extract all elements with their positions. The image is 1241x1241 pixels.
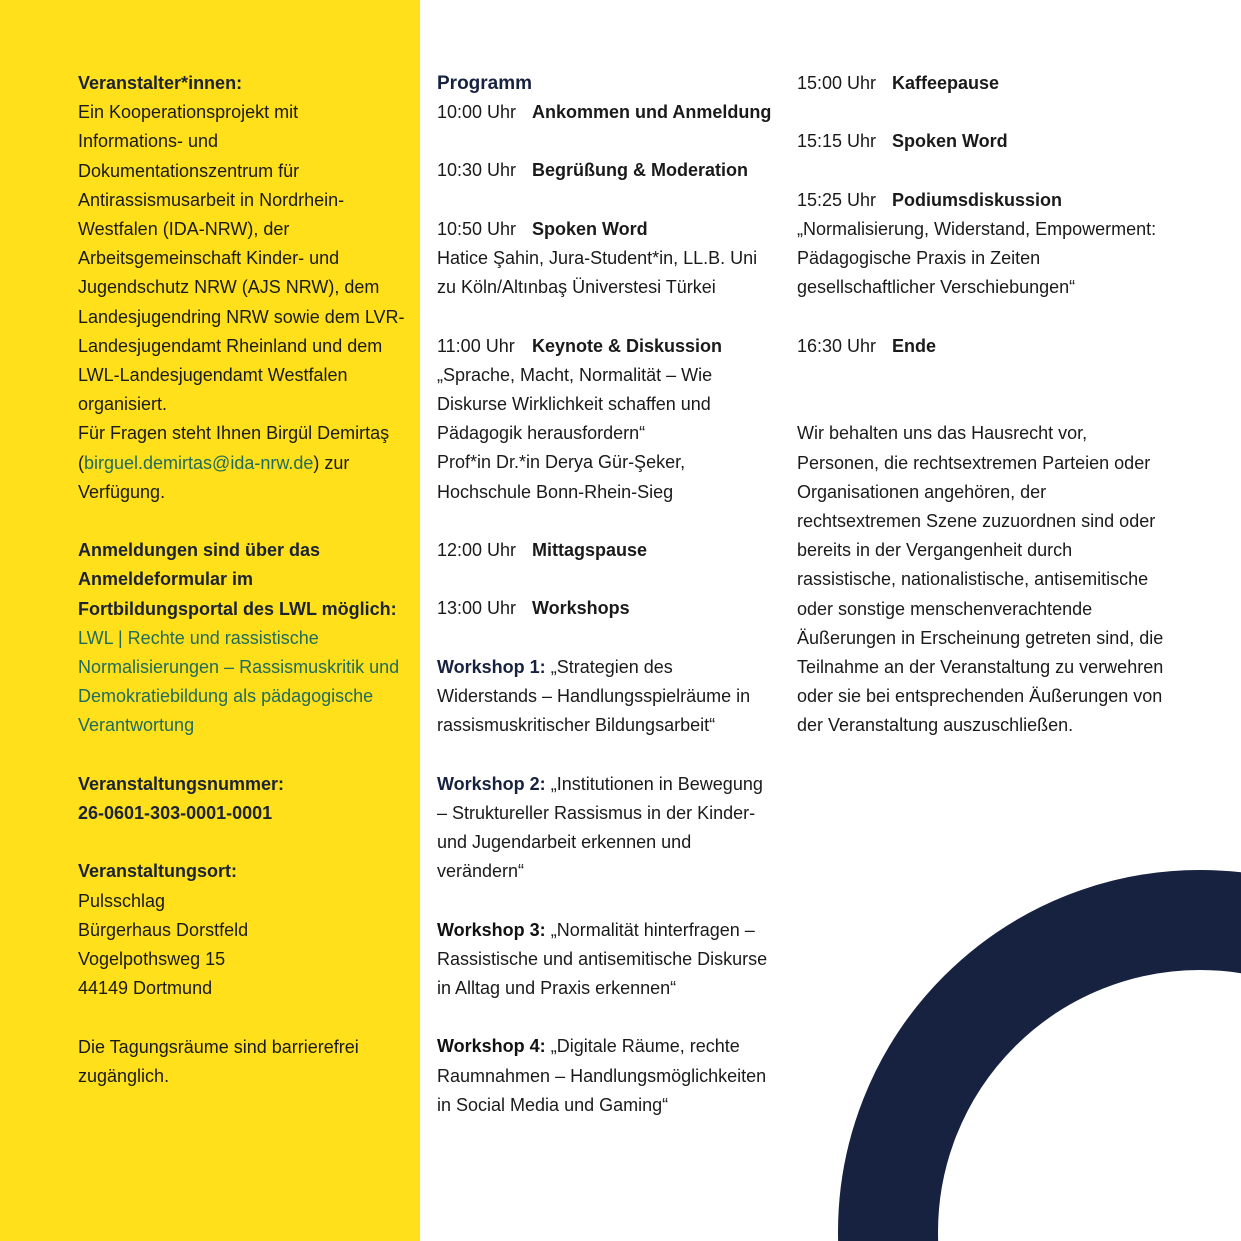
program-heading: Programm	[437, 73, 533, 94]
event-number-heading: Veranstaltungsnummer:	[78, 773, 285, 794]
program-time: 13:00 Uhr	[437, 598, 517, 619]
workshop-item	[437, 916, 772, 1004]
program-details: „Sprache, Macht, Normalität – Wie Diskurse Wirklichkeit schaffen und Pädagogik herausfordern“	[437, 364, 713, 444]
workshop-item	[437, 653, 772, 741]
program-time: 12:00 Uhr	[437, 539, 517, 560]
contact-pre: Für Fragen steht Ihnen Birgül Demirtaş (	[78, 423, 390, 473]
program-time: 16:30 Uhr	[797, 335, 877, 356]
program-time: 15:15 Uhr	[797, 131, 877, 152]
info-column	[78, 69, 408, 1091]
program-title: Ankommen und Anmeldung	[532, 102, 772, 122]
program-title: Ende	[892, 335, 937, 356]
program-title: Keynote & Diskussion	[532, 335, 723, 356]
program-time: 10:50 Uhr	[437, 218, 517, 239]
event-number: 26-0601-303-0001-0001	[78, 803, 273, 824]
venue-line: 44149 Dortmund	[78, 978, 213, 999]
workshop-label: Workshop 3:	[437, 919, 546, 940]
house-rules-text: Wir behalten uns das Hausrecht vor, Personen, die rechtsextremen Parteien oder Organisationen angehören, der rechtsextremen Szene zuzuordnen sind oder bereits in der Vergangenheit durch rassistische, nationalistische, antisemitische oder sonstige menschenverachtende Äußerungen in Erscheinung getreten sind, die Teilnahme an der Veranstaltung zu verwehren oder sie bei entsprechenden Äußerungen von der Veranstaltung auszuschließen.	[797, 423, 1164, 736]
workshop-item	[437, 1032, 772, 1120]
program-details: Hatice Şahin, Jura-Student*in, LL.B. Uni zu Köln/Altınbaş Üniverstesi Türkei	[437, 247, 758, 298]
program-speaker: Prof*in Dr.*in Derya Gür-Şeker, Hochschule Bonn-Rhein-Sieg	[437, 452, 686, 502]
program-item	[437, 98, 772, 127]
workshop-text: „Digitale Räume, rechte Raumnahmen – Handlungsmöglichkeiten in Social Media und Gaming“	[437, 1036, 767, 1115]
afternoon-column	[797, 69, 1167, 741]
program-item	[437, 332, 772, 361]
arc-shape	[888, 920, 1241, 1241]
registration-heading: Anmeldungen sind über das Anmeldeformular im Fortbildungsportal des LWL möglich:	[78, 540, 397, 619]
organizers-text: Ein Kooperationsprojekt mit Informations- und Dokumentationszentrum für Antirassismusarbeit in Nordrhein-Westfalen (IDA-NRW), der Arbeitsgemeinschaft Kinder- und Jugendschutz NRW (AJS NRW), dem Landesjugendring NRW sowie dem LVR-Landesjugendamt Rheinland und dem LWL-Landesjugendamt Westfalen organisiert.	[78, 102, 405, 415]
venue-line: Vogelpothsweg 15	[78, 949, 226, 970]
program-item	[437, 536, 772, 565]
contact-post: ) zur Verfügung.	[78, 452, 350, 502]
program-title: Workshops	[532, 598, 630, 619]
program-column	[437, 69, 772, 1120]
workshop-label: Workshop 1:	[437, 656, 546, 677]
workshop-text: „Normalität hinterfragen – Rassistische und antisemitische Diskurse in Alltag und Praxis erkennen“	[437, 919, 768, 998]
program-item	[437, 594, 772, 623]
venue-heading: Veranstaltungsort:	[78, 861, 238, 882]
program-title: Kaffeepause	[892, 73, 1000, 93]
accessibility-note: Die Tagungsräume sind barrierefrei zugänglich.	[78, 1036, 359, 1086]
program-item	[437, 156, 772, 185]
workshop-text: „Strategien des Widerstands – Handlungsspielräume in rassismuskritischer Bildungsarbeit“	[437, 656, 751, 736]
contact-text	[78, 419, 408, 507]
program-time: 10:00 Uhr	[437, 102, 517, 122]
registration-link[interactable]: LWL | Rechte und rassistische Normalisierungen – Rassismuskritik und Demokratiebildung als pädagogische Verantwortung	[78, 627, 400, 736]
workshop-label: Workshop 2:	[437, 773, 546, 794]
organizers-heading: Veranstalter*innen:	[78, 73, 243, 93]
program-title: Spoken Word	[532, 218, 648, 239]
program-title: Podiumsdiskussion	[892, 189, 1063, 210]
workshop-label: Workshop 4:	[437, 1036, 546, 1057]
program-item	[437, 215, 772, 244]
program-item	[797, 332, 1167, 361]
program-item	[797, 127, 1167, 156]
workshop-item	[437, 770, 772, 887]
venue-line: Bürgerhaus Dorstfeld	[78, 919, 249, 940]
program-item	[797, 186, 1167, 215]
program-time: 15:25 Uhr	[797, 189, 877, 210]
program-details: „Normalisierung, Widerstand, Empowerment: Pädagogische Praxis in Zeiten gesellschaftlicher Verschiebungen“	[797, 218, 1157, 298]
program-time: 11:00 Uhr	[437, 335, 515, 356]
program-time: 15:00 Uhr	[797, 73, 877, 93]
workshop-text: „Institutionen in Bewegung – Struktureller Rassismus in der Kinder- und Jugendarbeit erkennen und verändern“	[437, 773, 763, 882]
program-item	[797, 69, 1167, 98]
program-title: Mittagspause	[532, 539, 648, 560]
program-title: Begrüßung & Moderation	[532, 160, 748, 181]
contact-email-link[interactable]: birguel.demirtas@ida-nrw.de	[84, 452, 314, 473]
venue-line: Pulsschlag	[78, 890, 166, 911]
program-time: 10:30 Uhr	[437, 160, 517, 181]
program-title: Spoken Word	[892, 131, 1008, 152]
